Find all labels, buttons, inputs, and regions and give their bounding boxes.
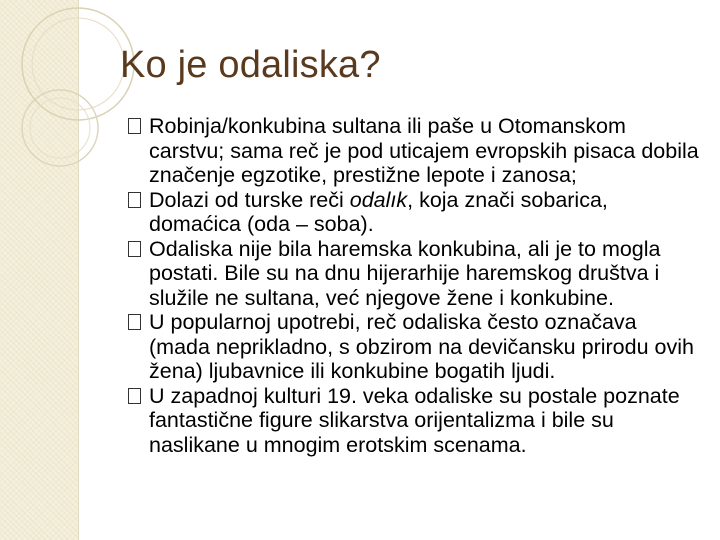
bullet-box-icon — [128, 241, 141, 257]
bullet-box-icon — [128, 192, 141, 208]
bullet-text: U popularnoj upotrebi, reč odaliska često označava (mada neprikladno, s obzirom na devičansku prirodu ovih žena) ljubavnice ili konkubine bogatih ljudi. — [149, 310, 694, 383]
bullet-text: , koja znači sobarica, domaćica (oda – soba). — [149, 187, 608, 236]
bullet-box-icon — [128, 314, 141, 330]
bullet-text: Odaliska nije bila haremska konkubina, ali je to mogla postati. Bile su na dnu hijerarhije haremskog društva i služile ne sultana, već njegove žene i konkubine. — [149, 236, 661, 310]
slide-title: Ko je odaliska? — [120, 44, 381, 86]
bullet-box-icon — [128, 118, 141, 134]
bullet-text-italic: odalık — [349, 187, 408, 212]
bullet-item — [128, 188, 703, 237]
bullet-item — [128, 114, 703, 188]
bullet-item — [128, 384, 703, 458]
bullet-box-icon — [128, 388, 141, 404]
bullet-text: Dolazi od turske reči — [149, 187, 350, 212]
bullet-item — [128, 237, 703, 311]
bullet-item — [128, 310, 703, 384]
bullet-text: U zapadnoj kulturi 19. veka odaliske su postale poznate fantastične figure slikarstva orijentalizma i bile su naslikane u mnogim erotskim scenama. — [149, 383, 680, 457]
decorative-side-band — [0, 0, 78, 540]
bullet-text: Robinja/konkubina sultana ili paše u Otomanskom carstvu; sama reč je pod uticajem evropskih pisaca dobila značenje egzotike, prestižne lepote i zanosa; — [149, 114, 699, 187]
side-band-edge — [78, 0, 79, 540]
bullet-list — [128, 114, 703, 457]
